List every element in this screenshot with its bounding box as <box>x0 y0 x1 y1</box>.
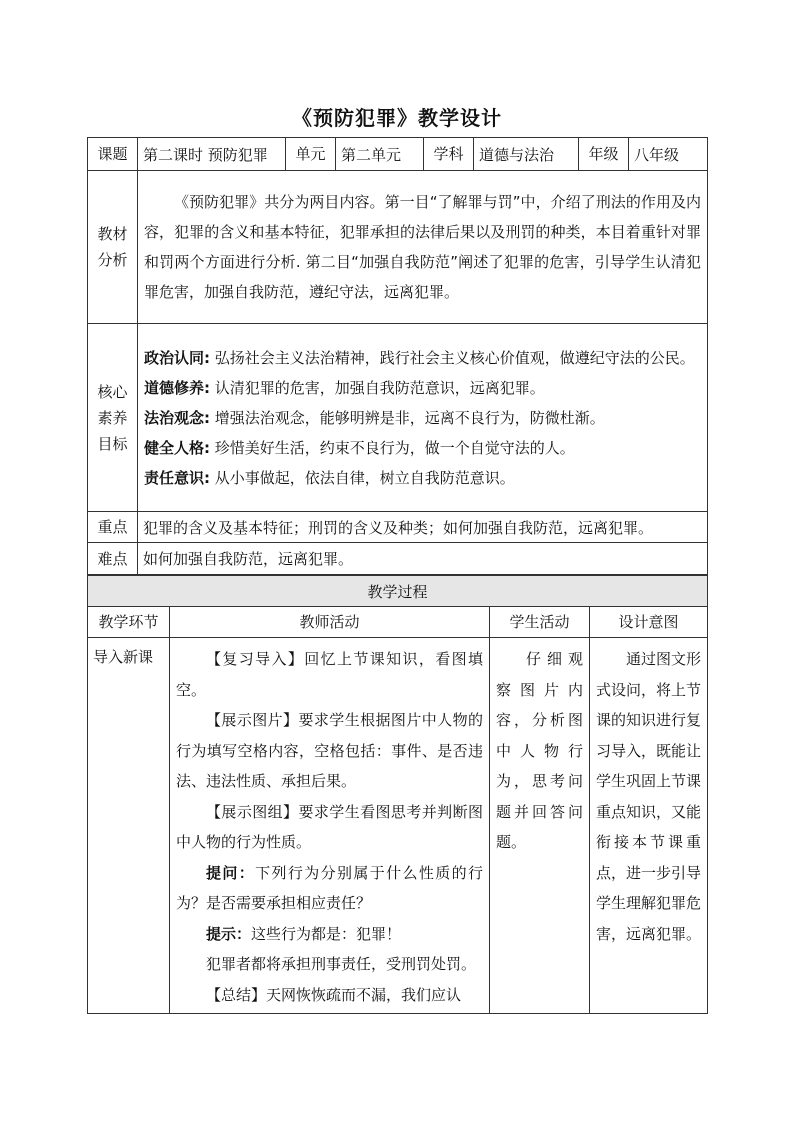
process-table <box>87 575 708 1014</box>
analysis-label: 教材 分析 <box>88 171 138 324</box>
core-item: 责任意识: 从小事做起，依法自律，树立自我防范意识。 <box>144 468 515 487</box>
info-row <box>88 138 708 171</box>
teacher-paragraph: 提示：这些行为都是：犯罪！ <box>206 924 402 943</box>
core-items-cell <box>138 324 708 512</box>
course-label: 学科 <box>424 138 474 171</box>
teacher-paragraph: 【总结】天网恢恢疏而不漏，我们应认 <box>206 985 462 1004</box>
difficulty-label: 难点 <box>88 543 138 575</box>
process-header-row <box>88 576 708 607</box>
analysis-text-cell <box>138 171 708 324</box>
course-value: 道德与法治 <box>474 138 579 171</box>
teacher-paragraph: 【展示图片】要求学生根据图片中人物的行为填写空格内容，空格包括：事件、是否违法、违法性质、承担后果。 <box>176 711 483 790</box>
analysis-row <box>88 171 708 324</box>
process-columns-row <box>88 607 708 638</box>
core-item: 道德修养: 认清犯罪的危害，加强自我防范意识，远离犯罪。 <box>144 378 545 397</box>
core-item: 政治认同: 弘扬社会主义法治精神，践行社会主义核心价值观，做遵纪守法的公民。 <box>144 348 695 367</box>
grade-value: 八年级 <box>629 138 708 171</box>
key-points-row <box>88 512 708 543</box>
column-header: 设计意图 <box>590 607 708 638</box>
process-row <box>88 638 708 1014</box>
info-table <box>87 137 708 575</box>
analysis-text: 《预防犯罪》共分为两目内容。第一目“了解罪与罚”中，介绍了刑法的作用及内容，犯罪的含义和基本特征，犯罪承担的法律后果以及刑罚的种类，本目着重针对罪和罚两个方面进行分析. 第二目“加强自我防范”阐述了犯罪的危害，引导学生认清犯罪危害，加强自我防范，遵纪守法，远离犯罪。 <box>144 193 701 301</box>
document-title: 《预防犯罪》教学设计 <box>292 106 502 130</box>
teacher-paragraph: 【复习导入】回忆上节课知识，看图填空。 <box>176 650 483 699</box>
core-item: 法治观念: 增强法治观念，能够明辨是非，远离不良行为，防微杜渐。 <box>144 408 605 427</box>
teacher-paragraph: 犯罪者都将承担刑事责任，受刑罚处罚。 <box>206 955 477 973</box>
teacher-activity-cell <box>170 638 490 1014</box>
stage-cell: 导入新课 <box>88 638 170 1014</box>
process-header: 教学过程 <box>88 576 708 607</box>
teacher-paragraph: 提问：下列行为分别属于什么性质的行为？是否需要承担相应责任？ <box>176 863 483 912</box>
unit-label: 单元 <box>286 138 336 171</box>
unit-value: 第二单元 <box>336 138 424 171</box>
difficulty-row <box>88 543 708 575</box>
design-intent-cell: 通过图文形式设问，将上节课的知识进行复习导入，既能让学生巩固上节课重点知识，又能衔接本节课重点，进一步引导学生理解犯罪危害，远离犯罪。 <box>590 638 708 1014</box>
student-activity-cell: 仔细观察图片内容，分析图中人物行为，思考问题并回答问题。 <box>490 638 590 1014</box>
grade-label: 年级 <box>579 138 629 171</box>
difficulty-text: 如何加强自我防范，远离犯罪。 <box>138 543 708 575</box>
column-header: 学生活动 <box>490 607 590 638</box>
core-row <box>88 324 708 512</box>
column-header: 教学环节 <box>88 607 170 638</box>
core-item: 健全人格: 珍惜美好生活，约束不良行为，做一个自觉守法的人。 <box>144 438 575 457</box>
subject-label: 课题 <box>88 138 138 171</box>
key-points-label: 重点 <box>88 512 138 543</box>
subject-value: 第二课时 预防犯罪 <box>138 138 286 171</box>
column-header: 教师活动 <box>170 607 490 638</box>
teacher-paragraph: 【展示图组】要求学生看图思考并判断图中人物的行为性质。 <box>176 802 483 851</box>
key-points-text: 犯罪的含义及基本特征；刑罚的含义及种类；如何加强自我防范，远离犯罪。 <box>138 512 708 543</box>
core-label: 核心 素养 目标 <box>88 324 138 512</box>
